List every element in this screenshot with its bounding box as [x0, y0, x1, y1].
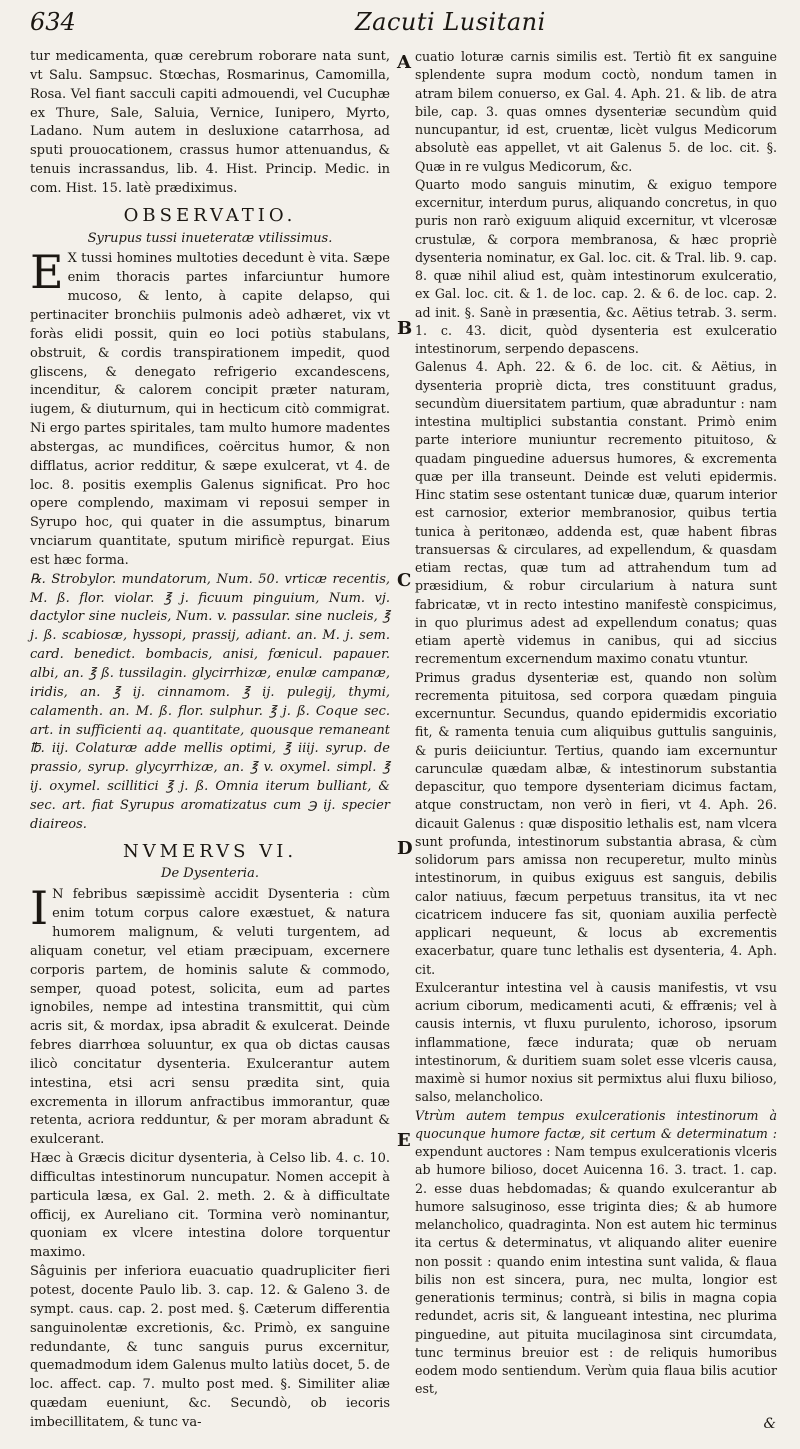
- drop-capital: I: [30, 881, 49, 936]
- catchword: &: [763, 1416, 776, 1432]
- paragraph: [30, 245, 390, 570]
- section-subtitle: Syrupus tussi inueteratæ vtilissimus.: [87, 230, 333, 246]
- margin-letter-d: D: [397, 838, 413, 859]
- drop-capital: E: [30, 245, 64, 300]
- paragraph: Primus gradus dysenteriæ est, quando non solùm recrementa pituitosa, sed corpora quædam pinguia excernuntur. Secundus, quando epidermidis excoriatio fit, & ramenta tenuia cum aliquibus guttulis sanguinis, & puris deiiciuntur. Tertius, quando iam excernuntur carunculæ quædam albæ, & intestinorum substantia depascitur, quo tempore dysenteriam dicimus factam, atque constructam, non verò in fieri, vt 4. Aph. 26. dicauit Galenus : quæ dispositio lethalis est, nam vlcera sunt profunda, intestinorum substantia abrasa, & cùm solidorum pars amissa non recuperetur, multo minùs intestinorum, in quibus exiguus est sanguis, debilis calor natiuus, fæcum perpetuus transitus, ita vt nec cicatricem inducere fas sit, quoniam auxilia perfectè applicari nequeunt, & locus ab excrementis exacerbatur, quare tunc lethalis est dysenteria, 4. Aph. cit.: [415, 669, 777, 977]
- recipe-paragraph: ℞. Strobylor. mundatorum, Num. 50. vrticæ recentis, M. ß. flor. violar. ℥ j. ficuum pinguium, Num. vj. dactylor sine nucleis, Num. v. passular. sine nucleis, ℥ j. ß. scabiosæ, hyssopi, prassij, adiant. an. M. j. sem. card. benedict. bombacis, anisi, fœnicul. papauer. albi, an. ℥ ß. tussilagin. glycirrhizæ, enulæ campanæ, iridis, an. ℥ ij. cinnamom. ℥ ij. pulegij, thymi, calamenth. an. M. ß. flor. sulphur. ℥ j. ß. Coque sec. art. in sufficienti aq. quantitate, quousque remaneant ℔. iij. Colaturæ adde mellis optimi, ℥ iiij. syrup. de prassio, syrup. glycyrrhizæ, an. ℥ v. oxymel. simpl. ℥ ij. oxymel. scillitici ℥ j. ß. Omnia iterum bulliant, & sec. art. fiat Syrupus aromatizatus cum ℈ ij. specier diaireos.: [30, 571, 390, 832]
- paragraph-text: N febribus sæpissimè accidit Dysenteria : cùm enim totum corpus calore exæstuet, & natura humorem malignum, & veluti turgentem, ad aliquam conetur, vel etiam præcipuam, excernere corporis partem, de hominis salute & commodo, semper, quoad potest, solicita, eum ad partes ignobiles, nempe ad intestina transmittit, qui cùm acris sit, & mordax, ipsa abradit & exulcerat. Deinde febres diarrhœa soluuntur, ex qua ob dictas causas ilicò concitatur dysenteria. Exulcerantur autem intestina, etsi acri sensu prædita sint, quia excrementa in illorum anfractibus immorantur, quæ retenta, acriora redduntur, & per moram abradunt & exulcerant.: [30, 887, 390, 1148]
- paragraph: cuatio loturæ carnis similis est. Tertiò fit ex sanguine splendente supra modum coctò, nondum tamen in atram bilem conuerso, ex Gal. 4. Aph. 21. & lib. de atra bile, cap. 3. quas omnes dysenteriæ secundùm quid nuncupantur, id est, cruentæ, licèt vulgus Medicorum absolutè eas appellet, vt ait Galenus 5. de loc. cit. §. Quæ in re vulgus Medicorum, &c.: [415, 49, 777, 174]
- paragraph: [30, 881, 390, 1150]
- margin-letter-e: E: [397, 1130, 411, 1151]
- running-title: Zacuti Lusitani: [355, 8, 546, 36]
- left-column: [30, 48, 390, 1433]
- section-subtitle: De Dysenteria.: [161, 866, 259, 882]
- paragraph: tur medicamenta, quæ cerebrum roborare nata sunt, vt Salu. Sampsuc. Stœchas, Rosmarinus, Camomilla, Rosa. Vel fiant sacculi capiti admouendi, vel Cucuphæ ex Thure, Sale, Saluia, Vernice, Iunipero, Myrto, Ladano. Num autem in desluxione catarrhosa, ad sputi prouocationem, crassus humor attenuandus, & tenuis incrassandus, lib. 4. Hist. Princip. Medic. in com. Hist. 15. latè prædiximus.: [30, 49, 390, 196]
- paragraph: [415, 1107, 777, 1399]
- margin-letter-a: A: [397, 52, 411, 73]
- paragraph: Exulcerantur intestina vel à causis manifestis, vt vsu acrium ciborum, medicamenti acuti, & effrænis; vel à causis internis, vt fluxu purulento, ichoroso, ipsorum inflammatione, fæce indurata; quæ ob neruam intestinorum, & duritiem suam solet esse vlceris causa, maximè si humor noxius sit permixtus alui fluxu bilioso, salso, melancholico.: [415, 979, 777, 1105]
- paragraph-text: X tussi homines multoties decedunt è vita. Sæpe enim thoracis partes infarciuntur humore mucoso, & lento, à capite delapso, qui pertinaciter bronchiis pulmonis adeò adhæret, vix vt foràs elidi possit, quin eo loci potiùs stabulans, obstruit, & cordis transpirationem impedit, quod gliscens, & denegato refrigerio excandescens, incenditur, & calorem concipit præter naturam, iugem, & diuturnum, qui in hecticum citò commigrat. Ni ergo partes spiritales, tam multo humore madentes abstergas, ac mundifices, coërcitus humor, & non difflatus, acrior redditur, & sæpe exulcerat, vt 4. de loc. 8. positis exemplis Galenus significat. Pro hoc opere complendo, maximam vi reposui semper in Syrupo hoc, qui quater in die assumptus, binarum vnciarum quantitate, sputum mirificè repurgat. Eius est hæc forma.: [30, 251, 390, 568]
- paragraph: Sâguinis per inferiora euacuatio quadrupliciter fieri potest, docente Paulo lib. 3. cap. 12. & Galeno 3. de sympt. caus. cap. 2. post med. §. Cæterum differentia sanguinolentæ excretionis, &c. Primò, ex sanguine redundante, & tunc sanguis purus excernitur, quemadmodum idem Galenus multo latiùs docet, 5. de loc. affect. cap. 7. multo post med. §. Similiter aliæ quædam eueniunt, &c. Secundò, ob iecoris imbecillitatem, & tunc va-: [30, 1264, 390, 1430]
- italic-question: Vtrùm autem tempus exulcerationis intestinorum à quocunque humore factæ, sit certum & determinatum :: [415, 1107, 777, 1141]
- right-column: [415, 48, 777, 1399]
- paragraph-text: expendunt auctores : Nam tempus exulcerationis vlceris ab humore bilioso, docet Auicenna 16. 3. tract. 1. cap. 2. esse duas hebdomadas; & quando exulcerantur ab humore salsuginoso, esse triginta dies; & ab humore melancholico, quadraginta. Non est autem hic terminus ita certus & determinatus, vt aliquando aliter euenire non possit : quando enim intestina sunt valida, & flaua bilis non est sincera, pura, nec multa, longior est generationis terminus; contrà, si bilis in magna copia redundet, acris sit, & langueant intestina, nec plurima pinguedine, aut pituita mucilaginosa sint circumdata, tunc terminus breuior est : de reliquis humoribus eodem modo sentiendum. Verùm quia flaua bilis acutior est,: [415, 1144, 777, 1397]
- section-heading: NVMERVS VI.: [122, 840, 298, 862]
- paragraph: Hæc à Græcis dicitur dysenteria, à Celso lib. 4. c. 10. difficultas intestinorum nuncupatur. Nomen accepit à particula læsa, ex Gal. 2. meth. 2. & à difficultate officij, ex Aureliano cit. Tormina verò nominantur, quoniam ex vlcere intestina dolore torquentur maximo.: [30, 1151, 390, 1261]
- paragraph: Galenus 4. Aph. 22. & 6. de loc. cit. & Aëtius, in dysenteria propriè dicta, tres constituunt gradus, secundùm diuersitatem partium, quæ abraduntur : nam intestina multiplici substantia constant. Primò enim parte interiore muniuntur recremento pituitoso, & quadam pinguedine aduersus humores, & excrementa quæ per illa transeunt. Deinde est veluti epidermis. Hinc statim sese ostentant tunicæ duæ, quarum interior est carnosior, exterior membranosior, quibus tertia tunica à peritonæo, addenda est, quæ habent fibras transuersas & circulares, ad expellendum, & quasdam etiam rectas, quæ tum ad attrahendum tum ad præsidium, & robur circularium à natura sunt fabricatæ, vt in recto intestino manifestè conspicimus, in quo plurimus adest ad expellendum conatus; quas etiam apertè videmus in canibus, qui ad siccius recrementum excernendum maximo conatu vtuntur.: [415, 359, 777, 667]
- margin-letter-c: C: [397, 570, 412, 591]
- page-number: 634: [30, 8, 76, 36]
- margin-letter-b: B: [397, 318, 413, 339]
- section-heading: OBSERVATIO.: [123, 204, 297, 226]
- paragraph: Quarto modo sanguis minutim, & exiguo tempore excernitur, interdum purus, aliquando concretus, in quo puris non rarò exiguum aliquid excernitur, vt vlcerosæ crustulæ, & corpora membranosa, & hæc propriè dysenteria nominatur, ex Gal. loc. cit. & Tral. lib. 9. cap. 8. quæ nihil aliud est, quàm intestinorum exulceratio, ex Gal. loc. cit. & 1. de loc. cap. 2. & 6. de loc. cap. 2. ad init. §. Sanè in præsentia, &c. Aëtius tetrab. 3. serm. 1. c. 43. dicit, quòd dysenteria est exulceratio intestinorum, serpendo depascens.: [415, 176, 777, 356]
- page-header: [30, 8, 790, 44]
